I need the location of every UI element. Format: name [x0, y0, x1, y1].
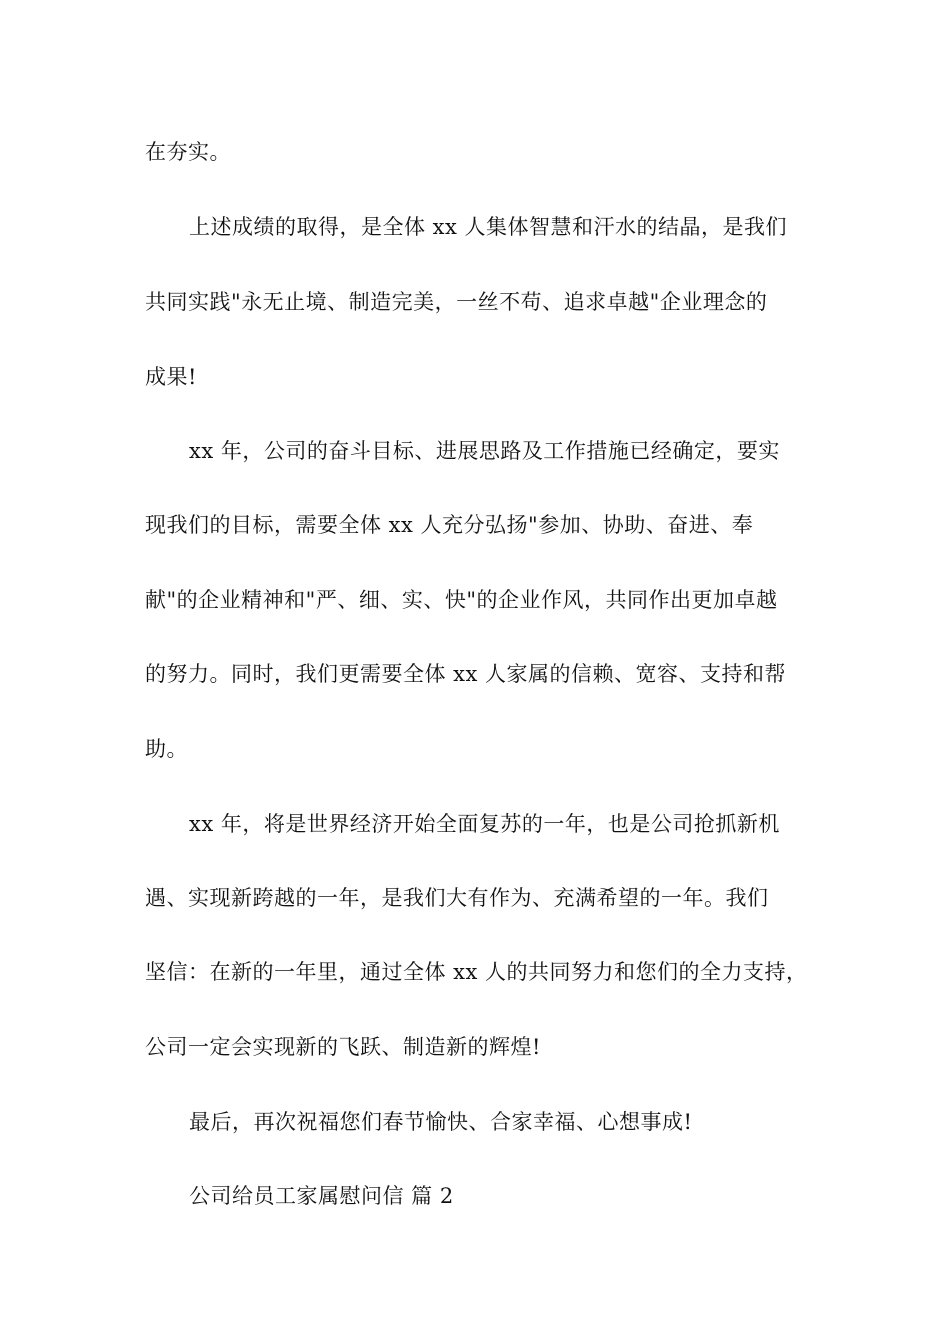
text-line: 现我们的目标，需要全体 xx 人充分弘扬"参加、协助、奋进、奉 [145, 513, 754, 537]
text-line: 上述成绩的取得，是全体 xx 人集体智慧和汗水的结晶，是我们 [189, 215, 788, 239]
text-line: 公司一定会实现新的飞跃、制造新的辉煌! [145, 1035, 541, 1059]
text-line: xx 年，将是世界经济开始全面复苏的一年，也是公司抢抓新机 [189, 812, 780, 836]
text-line: 助。 [145, 737, 188, 761]
text-line: xx 年，公司的奋斗目标、进展思路及工作措施已经确定，要实 [189, 439, 780, 463]
text-line: 坚信：在新的一年里，通过全体 xx 人的共同努力和您们的全力支持， [145, 960, 808, 984]
text-line: 最后，再次祝福您们春节愉快、合家幸福、心想事成! [189, 1110, 693, 1134]
text-line: 的努力。同时，我们更需要全体 xx 人家属的信赖、宽容、支持和帮 [145, 662, 787, 686]
text-line: 遇、实现新跨越的一年，是我们大有作为、充满希望的一年。我们 [145, 886, 769, 910]
text-line: 成果! [145, 365, 197, 389]
text-line: 共同实践"永无止境、制造完美，一丝不苟、追求卓越"企业理念的 [145, 290, 768, 314]
section-heading: 公司给员工家属慰问信 篇 2 [189, 1184, 454, 1208]
text-line: 献"的企业精神和"严、细、实、快"的企业作风，共同作出更加卓越 [145, 588, 778, 612]
text-line: 在夯实。 [145, 140, 231, 164]
